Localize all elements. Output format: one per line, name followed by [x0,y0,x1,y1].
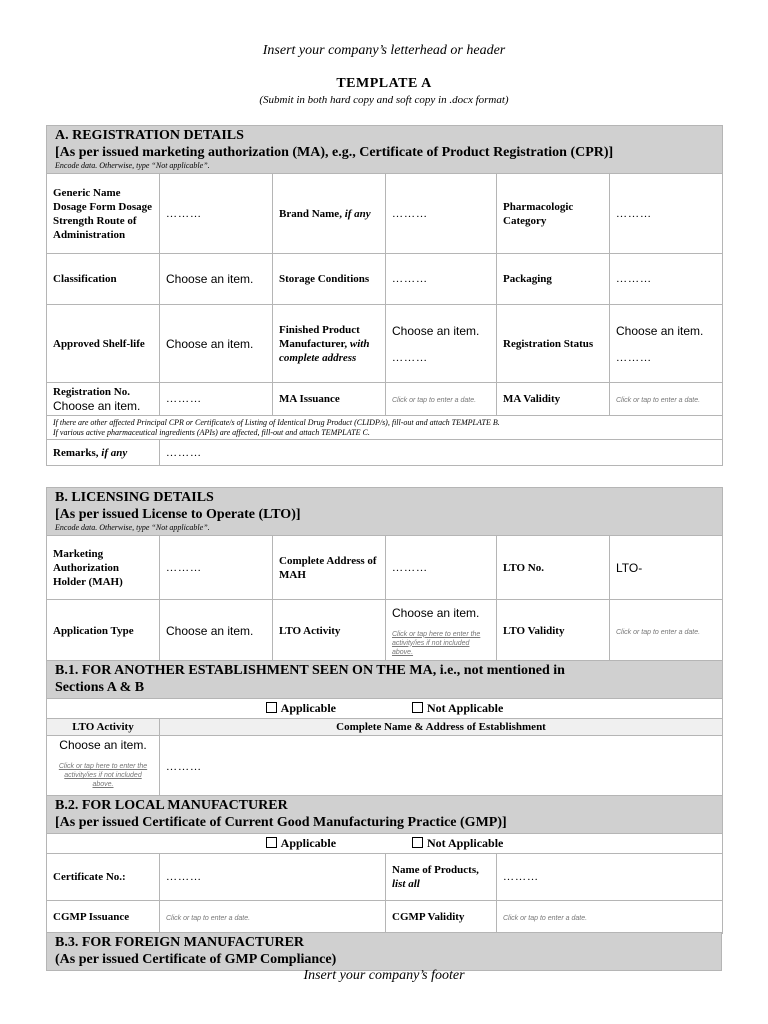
packaging-label: Packaging [497,254,610,305]
brand-name-label [273,174,386,254]
cgmp-issuance-placeholder: Click or tap to enter a date. [166,915,251,922]
mah-address-dots: ……… [392,561,428,574]
section-b2-title: B.2. FOR LOCAL MANUFACTURER [55,798,288,813]
ma-validity-label: MA Validity [497,383,610,416]
certificate-no-field[interactable] [160,854,386,901]
template-title: TEMPLATE A [336,76,432,91]
foreign-manufacturer-table [46,932,722,971]
packaging-dots: ……… [616,273,652,285]
section-b2-subtitle: [As per issued Certificate of Current Good Manufacturing Practice (GMP)] [55,815,507,830]
template-subtitle: (Submit in both hard copy and soft copy in .docx format) [259,94,509,106]
section-b-encode-note: Encode data. Otherwise, type “Not applicable”. [55,523,210,532]
generic-name-field[interactable] [160,174,273,254]
cgmp-validity-label: CGMP Validity [386,901,497,934]
pharmacologic-category-label: Pharmacologic Category [497,174,610,254]
cgmp-issuance-date-field[interactable] [160,901,386,934]
section-b1-checkboxes [47,699,723,719]
note-template-b: If there are other affected Principal CPR or Certificate/s of Listing of Identical Drug Product (CLIDP/s), fill-out and attach TEMPLATE B. [53,417,500,427]
b1-not-applicable-checkbox[interactable] [412,702,423,713]
ma-validity-date-field[interactable] [610,383,723,416]
section-b3-title: B.3. FOR FOREIGN MANUFACTURER [55,935,305,950]
lto-activity-label: LTO Activity [273,600,386,663]
registration-no-label-text: Registration No. [53,386,130,398]
remarks-dots: ……… [166,446,202,459]
brand-name-label-suffix: if any [344,207,371,220]
products-label-text: Name of Products, [392,864,479,876]
application-type-choose: Choose an item. [166,624,254,638]
lto-validity-label: LTO Validity [497,600,610,663]
section-a-notes [47,416,723,440]
brand-name-dots: ……… [392,207,428,220]
pharmacologic-category-field[interactable] [610,174,723,254]
manufacturer-dots: ……… [392,351,428,364]
section-b2-header [47,796,723,834]
ma-issuance-date-field[interactable] [386,383,497,416]
registration-details-table [46,125,723,466]
b1-lto-activity-choose[interactable]: Choose an item. [59,738,147,752]
certificate-no-dots: ……… [166,871,202,883]
lto-validity-date-field[interactable] [610,600,723,663]
mah-address-field[interactable] [386,536,497,600]
section-b3-header [47,933,722,971]
section-a-title: A. REGISTRATION DETAILS [55,128,244,143]
application-type-label: Application Type [47,600,160,663]
section-a-subtitle: [As per issued marketing authorization (MA), e.g., Certificate of Product Registration (CPR)] [55,145,614,160]
manufacturer-label [273,305,386,383]
lto-activity-field[interactable] [386,600,497,663]
classification-choose: Choose an item. [166,272,254,286]
remarks-label-suffix: if any [101,446,128,459]
ma-issuance-label: MA Issuance [273,383,386,416]
registration-status-field[interactable] [610,305,723,383]
storage-conditions-label: Storage Conditions [273,254,386,305]
manufacturer-label-suffix: with complete address [279,337,370,364]
products-label [386,854,497,901]
footer-note: Insert your company’s footer [303,968,465,983]
brand-name-label-text: Brand Name, [279,207,342,220]
mah-field[interactable] [160,536,273,600]
generic-name-label: Generic Name Dosage Form Dosage Strength Route of Administration [47,174,160,254]
mah-dots: ……… [166,561,202,574]
registration-status-choose[interactable]: Choose an item. [616,323,704,338]
registration-no-field[interactable] [160,383,273,416]
products-label-suffix: list all [392,878,420,890]
manufacturer-label-text: Finished Product Manufacturer, [279,323,360,350]
b1-col-lto-activity: LTO Activity [47,719,160,736]
another-establishment-table [46,660,723,798]
certificate-no-label: Certificate No.: [47,854,160,901]
section-a-encode-note: Encode data. Otherwise, type “Not applicable”. [55,161,210,170]
section-b1-header: B.1. FOR ANOTHER ESTABLISHMENT SEEN ON THE MA, i.e., not mentioned in Sections A & B [47,661,723,699]
products-dots: ……… [503,871,539,883]
b2-not-applicable-checkbox[interactable] [412,837,423,848]
storage-conditions-field[interactable] [386,254,497,305]
section-b2-checkboxes [47,834,723,854]
b1-establishment-field[interactable] [160,736,723,798]
lto-no-field[interactable]: LTO- [610,536,723,600]
note-template-c: If various active pharmaceutical ingredients (APIs) are affected, fill-out and attach TEMPLATE C. [53,427,370,437]
b1-not-applicable-label: Not Applicable [427,701,504,715]
section-b3-subtitle: (As per issued Certificate of GMP Compliance) [55,952,337,967]
brand-name-field[interactable] [386,174,497,254]
registration-no-choose[interactable]: Choose an item. [53,399,141,413]
b1-applicable-label: Applicable [280,701,336,715]
application-type-dropdown[interactable] [160,600,273,663]
cgmp-issuance-label: CGMP Issuance [47,901,160,934]
packaging-field[interactable] [610,254,723,305]
registration-no-label [47,383,160,416]
b2-not-applicable-label: Not Applicable [427,836,504,850]
shelf-life-choose: Choose an item. [166,336,254,351]
classification-dropdown[interactable] [160,254,273,305]
section-a-header [47,126,723,174]
lto-activity-placeholder[interactable]: Click or tap here to enter the activity/ies if not included above. [392,630,481,656]
licensing-details-table [46,487,723,663]
registration-status-dots: ……… [616,351,652,364]
b1-col-establishment: Complete Name & Address of Establishment [160,719,723,736]
local-manufacturer-table [46,795,723,934]
lto-no-label: LTO No. [497,536,610,600]
header-note: Insert your company’s letterhead or header [262,43,506,58]
manufacturer-field[interactable] [386,305,497,383]
section-b-subtitle: [As per issued License to Operate (LTO)] [55,507,301,522]
b1-lto-activity-field[interactable] [47,736,160,798]
ma-validity-placeholder: Click or tap to enter a date. [616,397,701,404]
mah-address-label: Complete Address of MAH [273,536,386,600]
pharmacologic-dots: ……… [616,207,652,220]
b1-lto-activity-placeholder[interactable]: Click or tap here to enter the activity/ies if not included above. [58,763,148,788]
manufacturer-choose[interactable]: Choose an item. [392,323,480,338]
remarks-label [47,440,160,466]
remarks-label-text: Remarks, [53,446,99,459]
cgmp-validity-date-field[interactable] [497,901,723,934]
cgmp-validity-placeholder: Click or tap to enter a date. [503,915,588,922]
lto-validity-placeholder: Click or tap to enter a date. [616,629,701,636]
ma-issuance-placeholder: Click or tap to enter a date. [392,397,477,404]
registration-no-dots: ……… [166,393,202,405]
lto-activity-choose[interactable]: Choose an item. [392,605,480,620]
classification-label: Classification [47,254,160,305]
b2-applicable-label: Applicable [280,836,337,850]
section-b-title: B. LICENSING DETAILS [55,490,214,505]
section-b-header [47,488,723,536]
registration-status-label: Registration Status [497,305,610,383]
products-field[interactable] [497,854,723,901]
generic-name-dots: ……… [166,207,202,220]
remarks-field[interactable] [160,440,723,466]
shelf-life-dropdown[interactable] [160,305,273,383]
b1-establishment-dots: ……… [166,760,202,773]
mah-label: Marketing Authorization Holder (MAH) [47,536,160,600]
b2-applicable-checkbox[interactable] [266,837,277,848]
b1-applicable-checkbox[interactable] [266,702,277,713]
shelf-life-label: Approved Shelf-life [47,305,160,383]
storage-dots: ……… [392,273,428,285]
